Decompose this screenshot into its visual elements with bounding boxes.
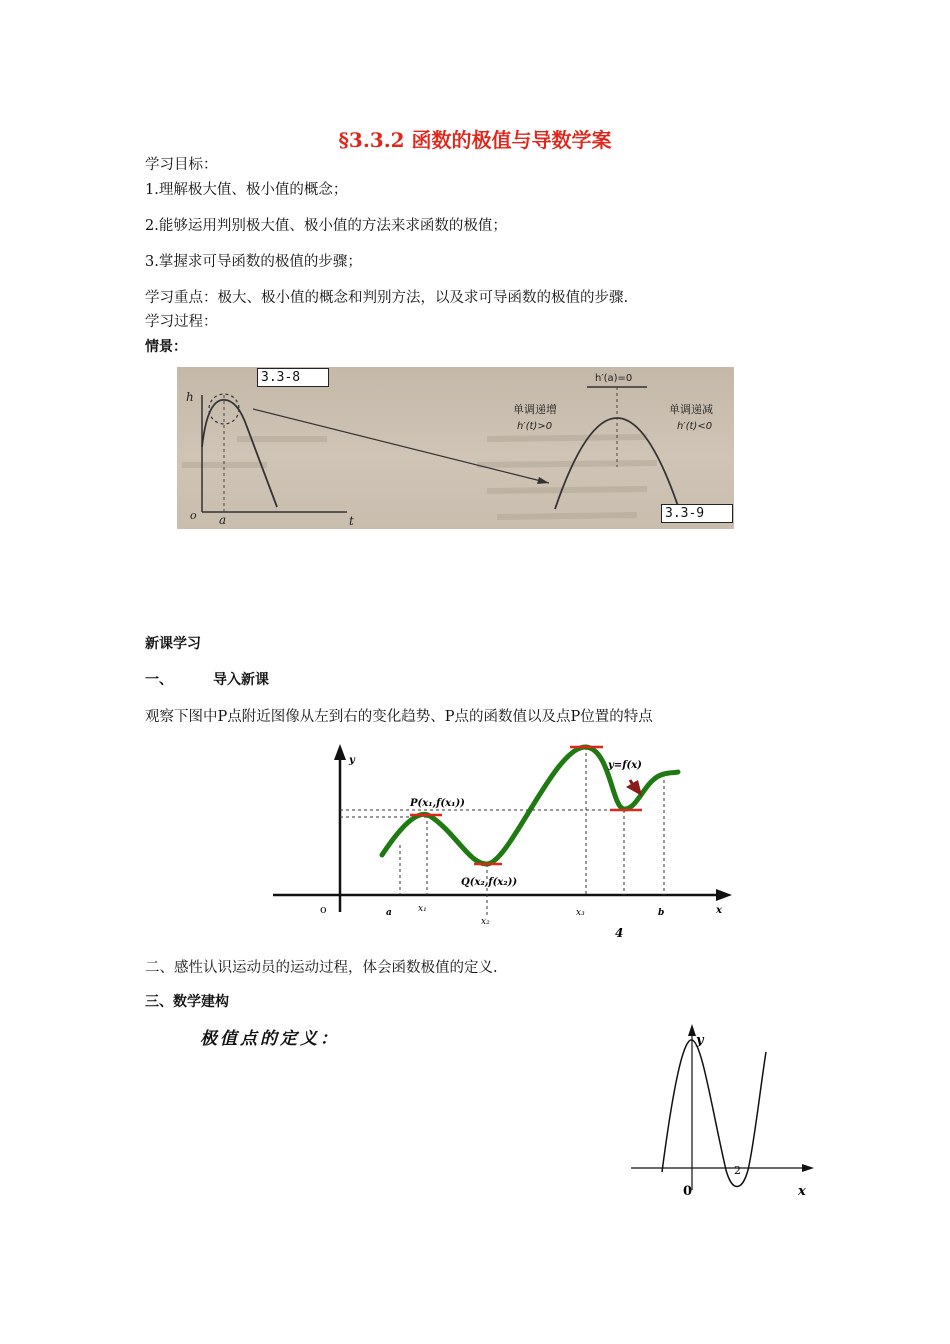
process-heading: 学习过程： — [145, 314, 218, 330]
photo-t-label: t — [349, 514, 354, 528]
graph-x3-label: x₃ — [576, 908, 585, 918]
section-1-title: 导入新课 — [213, 672, 269, 688]
cubic-graph — [626, 1020, 826, 1210]
cubic-two-label: 2 — [734, 1164, 741, 1177]
photo-increasing-label: 单调递增 — [513, 403, 557, 416]
point-q-label: Q(x₂,f(x₂)) — [461, 877, 518, 888]
photo-arrow-line — [253, 409, 549, 483]
bg-text-stripe — [487, 437, 647, 439]
page-title: §3.3.2 函数的极值与导数学案 — [338, 128, 612, 152]
function-label: y=f(x) — [608, 760, 642, 771]
new-lesson-heading: 新课学习 — [145, 636, 201, 652]
objective-1: 1.理解极大值、极小值的概念； — [145, 182, 348, 198]
cubic-x-arrow — [802, 1164, 814, 1172]
figure-label-right: 3.3-9 — [661, 504, 733, 523]
definition-heading: 极值点的定义： — [200, 1029, 340, 1049]
objectives-heading: 学习目标： — [145, 157, 218, 173]
cubic-x-label: x — [798, 1184, 806, 1199]
scene-heading: 情景： — [145, 339, 187, 355]
cubic-y-label: y — [696, 1033, 704, 1048]
graph-origin-label: o — [320, 903, 327, 916]
bg-text-stripe — [477, 463, 657, 465]
bg-text-stripe — [487, 489, 647, 491]
graph-x1-label: x₁ — [418, 904, 427, 914]
photo-increasing-cond: h′(t)>0 — [517, 421, 553, 432]
scene-photo — [177, 367, 734, 529]
section-3: 三、数学建构 — [145, 994, 229, 1010]
photo-a-label: a — [219, 513, 227, 527]
section-1-number: 一、 — [145, 672, 173, 688]
photo-arrow-head — [537, 477, 549, 484]
graph-a-label: a — [386, 908, 392, 918]
objective-2: 2.能够运用判别极大值、极小值的方法来求函数的极值； — [145, 218, 507, 234]
graph-b-label: b — [658, 908, 665, 918]
point-p-label: P(x₁,f(x₁)) — [410, 798, 465, 809]
graph-x2-label: x₂ — [481, 917, 490, 927]
y-axis-arrow — [334, 744, 346, 760]
extremum-graph — [270, 740, 740, 940]
photo-origin-label: o — [190, 509, 197, 522]
section-2: 二、感性认识运动员的运动过程，体会函数极值的定义. — [145, 960, 498, 976]
key-points: 学习重点：极大、极小值的概念和判别方法，以及求可导函数的极值的步骤. — [145, 290, 629, 306]
cubic-curve — [662, 1040, 766, 1187]
figure-label-left: 3.3-8 — [257, 368, 329, 387]
pointer-arrow-head-icon — [626, 780, 642, 796]
cubic-y-arrow — [688, 1024, 696, 1036]
scene-photo-drawing — [177, 367, 734, 529]
bg-text-stripe — [497, 515, 637, 517]
objective-3: 3.掌握求可导函数的极值的步骤； — [145, 254, 362, 270]
cubic-origin-label: 0 — [683, 1184, 693, 1199]
photo-top-label: h′(a)=0 — [595, 373, 633, 384]
photo-decreasing-cond: h′(t)<0 — [677, 421, 713, 432]
photo-decreasing-label: 单调递减 — [669, 403, 713, 416]
graph-x-label: x — [716, 905, 722, 916]
observe-text: 观察下图中P点附近图像从左到右的变化趋势、P点的函数值以及点P位置的特点 — [145, 709, 653, 725]
graph-y-label: y — [349, 755, 355, 766]
photo-curve — [202, 400, 277, 507]
photo-h-label: h — [186, 390, 194, 404]
figure-number: 4 — [615, 926, 624, 940]
x-axis-arrow — [716, 889, 732, 901]
